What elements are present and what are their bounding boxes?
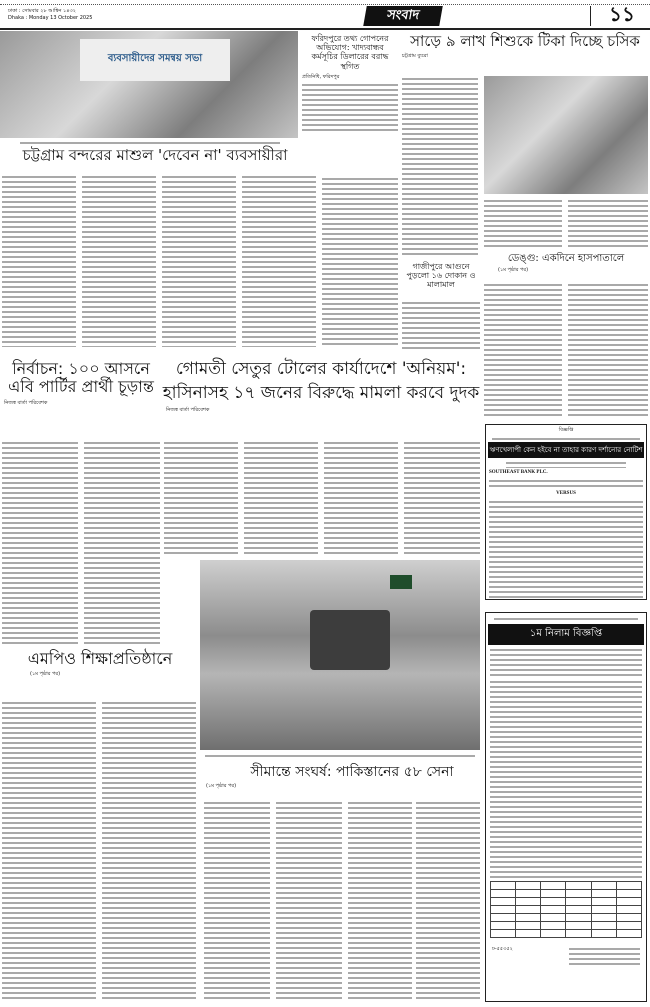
logo: সংবাদ (363, 6, 443, 26)
headline-faridpur: ফরিদপুরে তথ্য গোপনের অভিযোগ: খাদ্যবান্ধব কর্মসূচির ডিলারের বরাদ্ধ স্থগিত (311, 34, 389, 71)
photo-caption-border (205, 753, 475, 758)
byline-election: নিজস্ব বার্তা পরিবেশক (4, 399, 48, 406)
vaccine-photo (484, 76, 648, 194)
legal-notice-ad (485, 424, 647, 600)
notice2-serial: ঢ-৫৫৩৫২ (492, 946, 513, 952)
auction-notice-ad (485, 612, 647, 1002)
notice1-title: বিজ্ঞপ্তি (558, 427, 574, 433)
notice1-bar: ঋণখেলাপী কেন হইবে না তাহার কারণ দর্শানোর নোটিশ (488, 442, 644, 458)
headline-chattogram: চট্টগ্রাম বন্দরের মাশুল 'দেবেন না' ব্যবসায়ীরা (22, 146, 288, 164)
masthead-date (8, 8, 92, 22)
page-number: ১১ (609, 2, 635, 26)
date-en: Dhaka : Monday 13 October 2025 (8, 15, 93, 21)
photo-caption (20, 140, 280, 145)
date-bn: ঢাকা : সোমবার ২৮ আশ্বিন ১৪৩২ (8, 8, 76, 14)
headline-mpo: এমপিও শিক্ষাপ্রতিষ্ঠানে (27, 649, 173, 668)
headline-dengue: ডেঙ্গু: একদিনে হাসপাতালে (507, 253, 625, 264)
border-clash-photo (200, 560, 480, 750)
notice1-bank: SOUTHEAST BANK PLC. (489, 469, 548, 475)
headline-election: নির্বাচন: ১০০ আসনে এবি পার্টির প্রার্থী চূড়ান্ত (8, 359, 154, 397)
byline-border: (১ম পৃষ্ঠার পর) (206, 783, 237, 790)
meeting-photo (0, 31, 298, 138)
byline-mpo: (১ম পৃষ্ঠার পর) (30, 671, 61, 678)
auction-table (490, 881, 642, 938)
headline-border: সীমান্তে সংঘর্ষ: পাকিস্তানের ৫৮ সেনা (250, 764, 454, 780)
headline-gazipur: গাজীপুরে আগুনে পুড়লো ১৬ দোকান ও মালামাল (406, 262, 476, 290)
notice2-title: ১ম নিলাম বিজ্ঞপ্তি (488, 624, 644, 645)
byline-vaccine: চট্টগ্রাম ব্যুরো (402, 53, 428, 60)
headline-gomoti-1: গোমতী সেতুর টোলের কার্যাদেশে 'অনিয়ম': (175, 359, 467, 379)
byline-faridpur: প্রতিনিধি, ফরিদপুর (302, 73, 340, 80)
headline-gomoti-2: হাসিনাসহ ১৭ জনের বিরুদ্ধে মামলা করবে দুদক (162, 382, 480, 403)
byline-gomoti: নিজস্ব বার্তা পরিবেশক (166, 407, 210, 414)
byline-dengue: (১ম পৃষ্ঠার পর) (498, 266, 529, 273)
headline-vaccine: সাড়ে ৯ লাখ শিশুকে টিকা দিচ্ছে চসিক (410, 32, 640, 50)
photo-banner-text: ব্যবসায়ীদের সমন্বয় সভা (107, 53, 203, 64)
notice1-versus: VERSUS (556, 491, 576, 496)
